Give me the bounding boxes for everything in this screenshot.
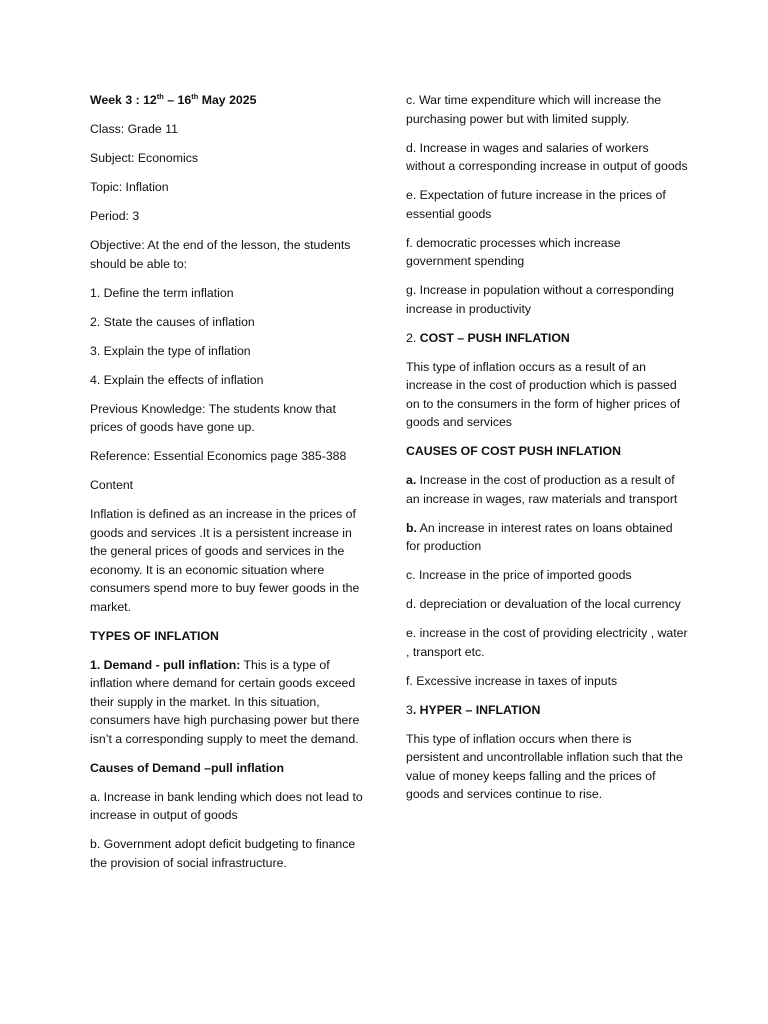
- demand-pull-cause: c. War time expenditure which will increase the purchasing power but with limited supply.: [406, 93, 662, 126]
- cost-push-cause: c. Increase in the price of imported goods: [406, 568, 632, 582]
- demand-pull-cause: b. Government adopt deficit budgeting to finance the provision of social infrastructure.: [90, 837, 356, 870]
- reference-line: Reference: Essential Economics page 385-388: [90, 449, 347, 463]
- demand-pull-cause: d. Increase in wages and salaries of workers without a corresponding increase in output of goods: [406, 140, 688, 173]
- previous-knowledge: Previous Knowledge: The students know that prices of goods have gone up.: [90, 401, 336, 434]
- cost-push-cause: d. depreciation or devaluation of the local currency: [406, 597, 681, 611]
- objective-item: 1. Define the term inflation: [90, 285, 234, 300]
- class-line: Class: Grade 11: [90, 122, 178, 136]
- demand-pull-cause: a. Increase in bank lending which does not lead to increase in output of goods: [90, 789, 363, 822]
- demand-pull-cause: f. democratic processes which increase government spending: [406, 235, 621, 268]
- cost-push-cause: b. An increase in interest rates on loans obtained for production: [406, 520, 673, 553]
- right-column: [406, 91, 688, 814]
- types-heading: TYPES OF INFLATION: [90, 628, 219, 643]
- objective-item: 2. State the causes of inflation: [90, 314, 255, 329]
- demand-pull-cause: g. Increase in population without a corresponding increase in productivity: [406, 283, 674, 316]
- objective-item: 3. Explain the type of inflation: [90, 343, 251, 358]
- period-line: Period: 3: [90, 209, 140, 223]
- objective-item: 4. Explain the effects of inflation: [90, 372, 264, 387]
- content-label: Content: [90, 478, 134, 492]
- cost-push-definition: This type of inflation occurs as a result of an increase in the cost of production which is passed on to the consumers in the form of higher prices of goods and services: [406, 359, 681, 429]
- week-heading: Week 3 : 12th – 16th May 2025: [90, 92, 257, 107]
- cost-push-causes-heading: CAUSES OF COST PUSH INFLATION: [406, 444, 621, 458]
- demand-pull-causes-heading: Causes of Demand –pull inflation: [90, 760, 285, 775]
- cost-push-heading: 2. COST – PUSH INFLATION: [406, 330, 570, 345]
- demand-pull-paragraph: 1. Demand - pull inflation: This is a type of inflation where demand for certain goods exceed their supply in the market. In this situation, consumers have high purchasing power but there isn’t a corresponding supply to meet the demand.: [90, 657, 360, 746]
- demand-pull-cause: e. Expectation of future increase in the prices of essential goods: [406, 188, 666, 221]
- cost-push-cause: e. increase in the cost of providing electricity , water , transport etc.: [406, 626, 688, 659]
- hyper-inflation-heading: 3. HYPER – INFLATION: [406, 702, 541, 717]
- hyper-inflation-definition: This type of inflation occurs when there is persistent and uncontrollable inflation such that the value of money keeps falling and the prices of goods and services continue to rise.: [406, 731, 683, 801]
- cost-push-cause: a. Increase in the cost of production as a result of an increase in wages, raw materials and transport: [406, 473, 678, 506]
- left-column: [90, 91, 370, 883]
- objective-line: Objective: At the end of the lesson, the students should be able to:: [90, 238, 351, 271]
- cost-push-cause: f. Excessive increase in taxes of inputs: [406, 673, 618, 688]
- inflation-definition: Inflation is defined as an increase in the prices of goods and services .It is a persistent increase in the general prices of goods and services in the economy. It is an economic situation where consumers spend more to buy fewer goods in the market.: [90, 507, 360, 614]
- topic-line: Topic: Inflation: [90, 180, 169, 194]
- subject-line: Subject: Economics: [90, 151, 198, 165]
